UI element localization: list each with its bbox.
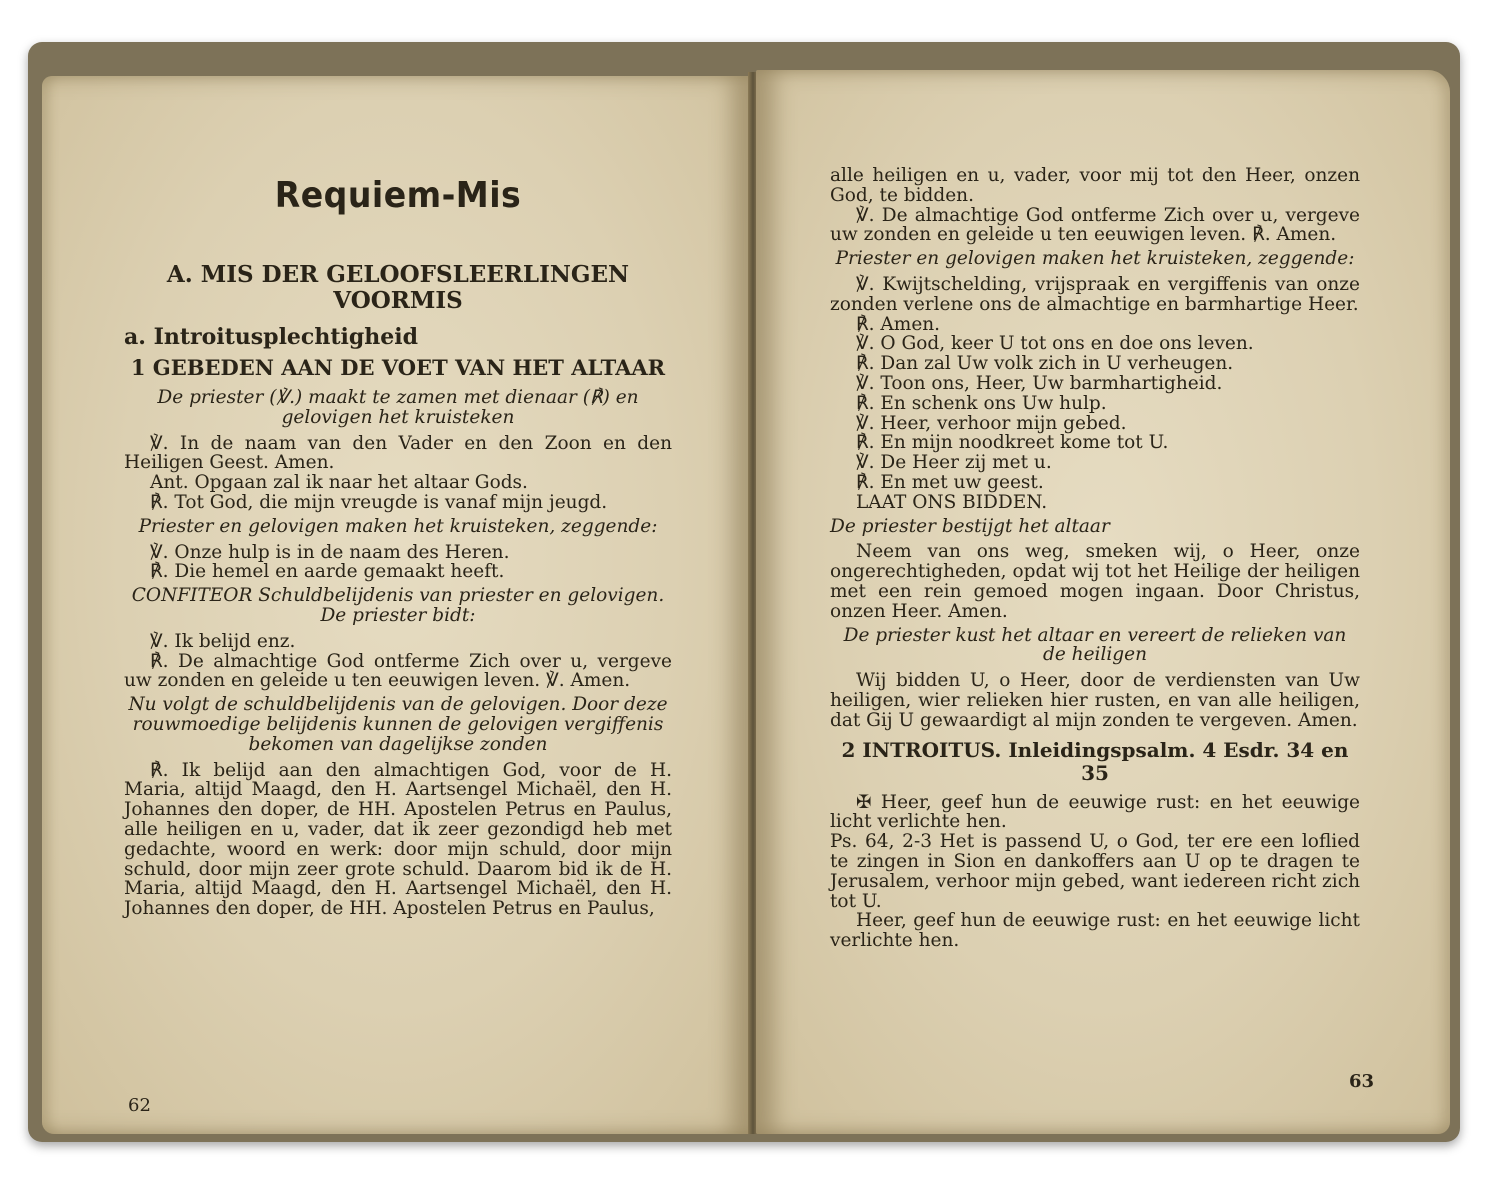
- versicle: ℣. De Heer zij met u.: [856, 452, 1052, 474]
- versicle: ℣. Heer, verhoor mijn gebed.: [856, 412, 1127, 434]
- prayer-text: ✠ Heer, geef hun de eeuwige rust: en het eeuwige licht verlichte hen.: [830, 791, 1360, 833]
- prayer-text: alle heiligen en u, vader, voor mij tot den Heer, onzen God, te bidden.: [830, 165, 1360, 206]
- prayer-text: ℟. Tot God, die mijn vreugde is vanaf mijn jeugd.: [150, 491, 608, 513]
- rubric: De priester (℣.) maakt te zamen met dienaar (℟) en gelovigen het kruisteken: [157, 387, 639, 428]
- prayer-text: ℟. De almachtige God ontferme Zich over u, vergeve uw zonden en geleide u ten eeuwigen leven. ℣. Amen.: [124, 650, 672, 692]
- rubric: Priester en gelovigen maken het kruisteken, zeggende:: [138, 515, 658, 537]
- versicle: ℟. Dan zal Uw volk zich in U verheugen.: [856, 353, 1234, 375]
- versicle: LAAT ONS BIDDEN.: [856, 491, 1048, 513]
- prayer-text: ℣. Ik belijd enz.: [150, 630, 296, 652]
- left-text-column: [124, 176, 672, 919]
- subsection-heading: a. Introitusplechtigheid: [124, 324, 418, 350]
- page-title: Requiem-Mis: [274, 175, 522, 216]
- prayer-text: ℣. De almachtige God ontferme Zich over u, vergeve uw zonden en geleide u ten eeuwigen leven. ℟. Amen.: [830, 204, 1360, 246]
- prayer-text: ℣. Kwijtschelding, vrijspraak en vergiffenis van onze zonden verlene ons de almachtige en barmhartige Heer.: [830, 273, 1360, 315]
- section-heading-a: A. MIS DER GELOOFSLEERLINGEN VOORMIS: [166, 261, 630, 314]
- right-page: [756, 70, 1450, 1134]
- versicle: ℣. O God, keer U tot ons en doe ons leven.: [856, 333, 1254, 355]
- section-heading-1: 1 GEBEDEN AAN DE VOET VAN HET ALTAAR: [130, 355, 666, 380]
- versicle: ℟. En schenk ons Uw hulp.: [856, 392, 1107, 414]
- versicle: ℟. Amen.: [856, 313, 941, 335]
- page-number: 63: [1348, 1071, 1374, 1092]
- versicle: ℟. En met uw geest.: [856, 471, 1044, 493]
- page-number: 62: [128, 1095, 151, 1116]
- prayer-text: Heer, geef hun de eeuwige rust: en het eeuwige licht verlichte hen.: [830, 910, 1360, 952]
- prayer-text: ℟. Ik belijd aan den almachtigen God, voor de H. Maria, altijd Maagd, den H. Aartsengel Michaël, den H. Johannes den doper, de HH. Apostelen Petrus en Paulus, alle heiligen en u, vader, dat ik zeer gezondigd heb met gedachte, woord en werk: door mijn schuld, door mijn schuld, door mijn zeer grote schuld. Daarom bid ik de H. Maria, altijd Maagd, den H. Aartsengel Michaël, den H. Johannes den doper, de HH. Apostelen Petrus en Paulus,: [124, 759, 672, 920]
- prayer-text: Ps. 64, 2-3 Het is passend U, o God, ter ere een loflied te zingen in Sion en dankoffers aan U op te dragen te Jerusalem, verhoor mijn gebed, want iedereen richt zich tot U.: [830, 831, 1360, 912]
- prayer-text: Neem van ons weg, smeken wij, o Heer, onze ongerechtigheden, opdat wij tot het Heilige der heiligen met een rein gemoed mogen ingaan. Door Christus, onzen Heer. Amen.: [830, 541, 1360, 622]
- versicle: ℣. Toon ons, Heer, Uw barmhartigheid.: [856, 372, 1223, 394]
- rubric: De priester bestijgt het altaar: [830, 515, 1110, 537]
- prayer-text: ℣. In de naam van den Vader en den Zoon en den Heiligen Geest. Amen.: [124, 432, 672, 474]
- section-heading-2: 2 INTROITUS. Inleidingspsalm. 4 Esdr. 34 en 35: [841, 737, 1349, 785]
- prayer-text: ℟. Die hemel en aarde gemaakt heeft.: [150, 561, 505, 583]
- rubric: De priester kust het altaar en vereert de relieken van de heiligen: [843, 624, 1347, 666]
- open-book: [28, 42, 1460, 1142]
- prayer-text: Wij bidden U, o Heer, door de verdiensten van Uw heiligen, wier relieken hier rusten, en van alle heiligen, dat Gij U gewaardigt al mijn zonden te vergeven. Amen.: [830, 670, 1360, 731]
- prayer-text: Ant. Opgaan zal ik naar het altaar Gods.: [150, 472, 528, 494]
- rubric: Priester en gelovigen maken het kruisteken, zeggende:: [835, 248, 1355, 270]
- left-page: [42, 76, 750, 1134]
- prayer-text: ℣. Onze hulp is in de naam des Heren.: [150, 541, 510, 563]
- rubric: Nu volgt de schuldbelijdenis van de gelovigen. Door deze rouwmoedige belijdenis kunnen de gelovigen vergiffenis bekomen van dagelijkse zonden: [128, 694, 668, 755]
- right-text-column: [830, 166, 1360, 951]
- rubric: CONFITEOR Schuldbelijdenis van priester en gelovigen. De priester bidt:: [131, 585, 665, 626]
- versicle: ℟. En mijn noodkreet kome tot U.: [856, 432, 1169, 454]
